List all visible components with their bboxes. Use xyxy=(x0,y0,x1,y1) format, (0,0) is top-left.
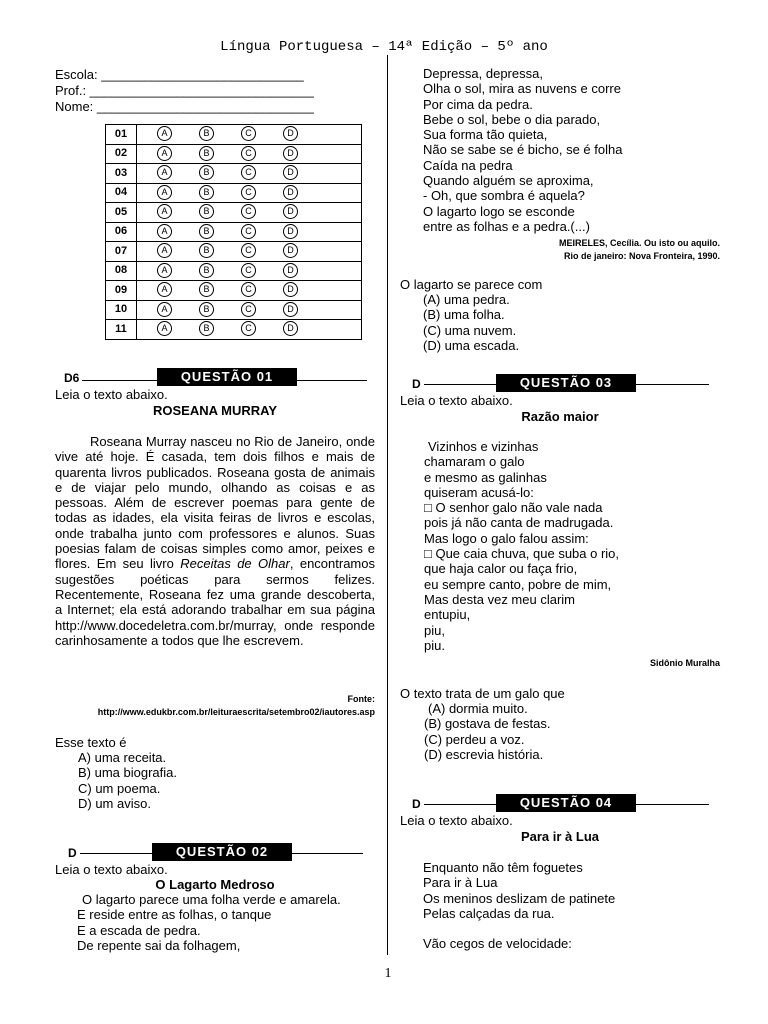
poem-line: O lagarto parece uma folha verde e amarela. xyxy=(82,892,341,907)
answer-bubble-b[interactable]: B xyxy=(199,282,214,297)
page-number: 1 xyxy=(384,966,392,981)
answer-grid-row xyxy=(106,281,362,301)
q2-intro: Leia o texto abaixo. xyxy=(55,862,168,877)
question-number: 10 xyxy=(106,300,137,320)
answer-option: (C) perdeu a voz. xyxy=(424,731,525,747)
answer-bubble-b[interactable]: B xyxy=(199,204,214,219)
q1-source-label: Fonte: xyxy=(347,694,375,704)
q2-descriptor: D xyxy=(68,846,77,860)
poem-line: □ Que caia chuva, que suba o rio, xyxy=(424,546,620,562)
answer-grid-row xyxy=(106,144,362,164)
question-number: 07 xyxy=(106,242,137,262)
q1-book-title: Receitas de Olhar xyxy=(180,556,290,572)
grid-spacer xyxy=(341,300,362,320)
q1-intro: Leia o texto abaixo. xyxy=(55,387,168,402)
poem-line: Bebe o sol, bebe o dia parado, xyxy=(423,111,601,127)
poem-line: - Oh, que sombra é aquela? xyxy=(423,188,585,204)
school-field: Escola: ____________________________ xyxy=(55,67,304,82)
poem-line: Para ir à Lua xyxy=(423,875,498,891)
answer-option: (B) gostava de festas. xyxy=(424,716,551,732)
answer-bubble-b[interactable]: B xyxy=(199,185,214,200)
poem-reference-1: MEIRELES, Cecília. Ou isto ou aquilo. xyxy=(558,238,720,248)
answer-bubble-a[interactable]: A xyxy=(157,146,172,161)
answer-bubbles xyxy=(137,164,342,184)
answer-bubble-a[interactable]: A xyxy=(157,243,172,258)
q3-title: Razão maior xyxy=(521,409,599,424)
q3-descriptor: D xyxy=(412,377,421,391)
answer-bubble-d[interactable]: D xyxy=(283,165,298,180)
poem-line: Caída na pedra xyxy=(423,157,513,173)
answer-bubble-a[interactable]: A xyxy=(157,263,172,278)
poem-line: e mesmo as galinhas xyxy=(424,469,547,485)
answer-bubbles xyxy=(137,125,342,145)
q2-question: O lagarto se parece com xyxy=(400,277,543,292)
answer-option: D) um aviso. xyxy=(78,795,151,811)
grid-spacer xyxy=(341,144,362,164)
answer-bubbles xyxy=(137,300,342,320)
answer-bubbles xyxy=(137,203,342,223)
poem-line: Mas logo o galo falou assim: xyxy=(424,530,589,546)
answer-bubble-a[interactable]: A xyxy=(157,321,172,336)
answer-bubbles xyxy=(137,222,342,242)
answer-grid-row xyxy=(106,183,362,203)
q4-banner: QUESTÃO 04 xyxy=(496,794,636,812)
q3-answers xyxy=(424,701,550,762)
answer-bubble-c[interactable]: C xyxy=(241,243,256,258)
q1-source-url: http://www.edukbr.com.br/leituraescrita/setembro02/iautores.asp xyxy=(97,707,375,717)
answer-bubble-d[interactable]: D xyxy=(283,243,298,258)
answer-bubble-c[interactable]: C xyxy=(241,185,256,200)
answer-bubble-d[interactable]: D xyxy=(283,282,298,297)
answer-bubbles xyxy=(137,242,342,262)
answer-bubble-d[interactable]: D xyxy=(283,263,298,278)
poem-line: E reside entre as folhas, o tanque xyxy=(77,907,272,923)
q1-text-b: , encontramos sugestões poéticas para sermos felizes. Recentemente, Roseana fez uma grande descoberta, a Internet; ela está adorando trabalhar em sua página http://www.docedeletra.com.br/murray, onde responde carinhosamente a todos que lhe escrevem. xyxy=(55,556,375,648)
poem-line: Vizinhos e vizinhas xyxy=(428,439,539,454)
poem-line: pois já não canta de madrugada. xyxy=(424,515,614,531)
answer-option: (B) uma folha. xyxy=(423,307,505,323)
answer-bubble-a[interactable]: A xyxy=(157,302,172,317)
answer-bubble-d[interactable]: D xyxy=(283,302,298,317)
answer-grid-row xyxy=(106,300,362,320)
answer-bubble-b[interactable]: B xyxy=(199,126,214,141)
answer-bubble-c[interactable]: C xyxy=(241,224,256,239)
answer-bubble-d[interactable]: D xyxy=(283,204,298,219)
poem-line: □ O senhor galo não vale nada xyxy=(424,500,603,516)
answer-bubbles xyxy=(137,144,342,164)
grid-spacer xyxy=(341,261,362,281)
q4-intro: Leia o texto abaixo. xyxy=(400,813,513,828)
q1-text-a: Roseana Murray nasceu no Rio de Janeiro, onde vive até hoje. É casada, tem dois filhos e mais de quarenta livros publicados. Roseana gosta de animais e de viajar pelo mundo, olhando as coisas e as pessoas. Além de escrever poemas para gente de todas as idades, ela visita feiras de livros e escolas, onde trabalha junto com professores e alunos. Suas poesias falam de coisas simples como amor, peixes e flores. Em seu livro xyxy=(55,434,375,572)
poem-line: Não se sabe se é bicho, se é folha xyxy=(423,142,623,158)
answer-bubble-b[interactable]: B xyxy=(199,302,214,317)
poem-line: De repente sai da folhagem, xyxy=(77,937,241,953)
column-divider xyxy=(387,55,388,955)
answer-bubble-d[interactable]: D xyxy=(283,224,298,239)
answer-bubble-a[interactable]: A xyxy=(157,224,172,239)
answer-bubble-c[interactable]: C xyxy=(241,126,256,141)
answer-grid-row xyxy=(106,222,362,242)
poem-line: Vão cegos de velocidade: xyxy=(423,936,572,952)
q3-intro: Leia o texto abaixo. xyxy=(400,393,513,408)
answer-bubbles xyxy=(137,261,342,281)
question-number: 02 xyxy=(106,144,137,164)
answer-bubble-b[interactable]: B xyxy=(199,243,214,258)
answer-bubbles xyxy=(137,281,342,301)
answer-bubbles xyxy=(137,183,342,203)
answer-option: B) uma biografia. xyxy=(78,765,177,781)
name-field: Nome: ______________________________ xyxy=(55,99,314,114)
q1-question: Esse texto é xyxy=(55,735,127,750)
answer-bubble-d[interactable]: D xyxy=(283,126,298,141)
poem-line: O lagarto logo se esconde xyxy=(423,203,575,219)
grid-spacer xyxy=(341,242,362,262)
answer-bubble-a[interactable]: A xyxy=(157,282,172,297)
question-number: 05 xyxy=(106,203,137,223)
answer-option: (D) uma escada. xyxy=(423,337,520,353)
grid-spacer xyxy=(341,222,362,242)
poem-line: Enquanto não têm foguetes xyxy=(423,860,583,875)
poem-line: Olha o sol, mira as nuvens e corre xyxy=(423,81,621,97)
answer-grid xyxy=(105,124,362,340)
answer-grid-row xyxy=(106,203,362,223)
answer-grid-row xyxy=(106,320,362,340)
answer-bubble-b[interactable]: B xyxy=(199,263,214,278)
q1-title: ROSEANA MURRAY xyxy=(153,403,277,418)
q4-title: Para ir à Lua xyxy=(520,829,600,844)
q3-poem xyxy=(424,439,619,653)
poem-line: entupiu, xyxy=(424,607,471,623)
answer-bubble-a[interactable]: A xyxy=(157,204,172,219)
q3-banner: QUESTÃO 03 xyxy=(496,374,636,392)
question-number: 03 xyxy=(106,164,137,184)
answer-bubble-b[interactable]: B xyxy=(199,165,214,180)
answer-bubble-c[interactable]: C xyxy=(241,321,256,336)
poem-line: Mas desta vez meu clarim xyxy=(424,591,575,607)
answer-option: (D) escrevia história. xyxy=(424,746,544,762)
poem-line: eu sempre canto, pobre de mim, xyxy=(424,576,612,592)
poem-line: chamaram o galo xyxy=(424,454,525,470)
teacher-field: Prof.: _______________________________ xyxy=(55,83,314,98)
poem-line: Depressa, depressa, xyxy=(423,66,543,81)
poem-reference-2: Rio de janeiro: Nova Fronteira, 1990. xyxy=(563,251,720,261)
q1-answers xyxy=(78,750,177,811)
poem-line: Por cima da pedra. xyxy=(423,96,533,112)
answer-grid-row xyxy=(106,164,362,184)
answer-bubble-b[interactable]: B xyxy=(199,146,214,161)
grid-spacer xyxy=(341,125,362,145)
answer-option: A) uma receita. xyxy=(78,750,167,765)
answer-grid-row xyxy=(106,242,362,262)
answer-bubble-d[interactable]: D xyxy=(283,146,298,161)
answer-bubble-c[interactable]: C xyxy=(241,302,256,317)
question-number: 08 xyxy=(106,261,137,281)
q1-text xyxy=(55,434,375,648)
answer-bubbles xyxy=(137,320,342,340)
poem-line: entre as folhas e a pedra.(...) xyxy=(423,218,590,234)
answer-bubble-c[interactable]: C xyxy=(241,282,256,297)
answer-option: (C) uma nuvem. xyxy=(423,322,517,338)
answer-bubble-b[interactable]: B xyxy=(199,224,214,239)
poem-line: E a escada de pedra. xyxy=(77,922,201,938)
answer-bubble-a[interactable]: A xyxy=(157,126,172,141)
poem-line: Pelas calçadas da rua. xyxy=(423,905,555,921)
q2-answers xyxy=(423,292,519,353)
answer-option: (A) uma pedra. xyxy=(423,292,510,307)
answer-bubble-b[interactable]: B xyxy=(199,321,214,336)
poem-line: que haja calor ou faça frio, xyxy=(424,561,578,577)
answer-bubble-c[interactable]: C xyxy=(241,204,256,219)
q3-question: O texto trata de um galo que xyxy=(400,686,565,701)
question-number: 04 xyxy=(106,183,137,203)
question-number: 06 xyxy=(106,222,137,242)
grid-spacer xyxy=(341,203,362,223)
answer-grid-row xyxy=(106,261,362,281)
q2-poem xyxy=(55,892,380,953)
poem-line: Os meninos deslizam de patinete xyxy=(423,890,616,906)
q4-poem xyxy=(423,860,615,951)
grid-spacer xyxy=(341,281,362,301)
answer-bubble-a[interactable]: A xyxy=(157,185,172,200)
poem-continuation xyxy=(423,66,622,234)
question-number: 11 xyxy=(106,320,137,340)
page-title: Língua Portuguesa – 14ª Edição – 5º ano xyxy=(220,39,548,55)
poem-line: Quando alguém se aproxima, xyxy=(423,173,594,189)
q2-banner: QUESTÃO 02 xyxy=(152,843,292,861)
grid-spacer xyxy=(341,164,362,184)
answer-option: C) um poema. xyxy=(78,780,161,796)
q1-banner: QUESTÃO 01 xyxy=(157,368,297,386)
answer-grid-row xyxy=(106,125,362,145)
poem-line: piu, xyxy=(424,622,445,638)
answer-option: (A) dormia muito. xyxy=(428,701,528,716)
grid-spacer xyxy=(341,320,362,340)
grid-spacer xyxy=(341,183,362,203)
poem-line: piu. xyxy=(424,637,445,653)
answer-bubble-c[interactable]: C xyxy=(241,165,256,180)
q4-descriptor: D xyxy=(412,797,421,811)
answer-bubble-c[interactable]: C xyxy=(241,263,256,278)
poem-line: Sua forma tão quieta, xyxy=(423,127,548,143)
poem-line xyxy=(423,921,615,936)
question-number: 01 xyxy=(106,125,137,145)
poem-line: quiseram acusá-lo: xyxy=(424,484,534,500)
q2-title: O Lagarto Medroso xyxy=(155,877,275,892)
q3-author: Sidônio Muralha xyxy=(649,658,720,668)
question-number: 09 xyxy=(106,281,137,301)
q1-descriptor: D6 xyxy=(64,371,80,385)
answer-bubble-c[interactable]: C xyxy=(241,146,256,161)
answer-bubble-d[interactable]: D xyxy=(283,321,298,336)
answer-bubble-a[interactable]: A xyxy=(157,165,172,180)
answer-bubble-d[interactable]: D xyxy=(283,185,298,200)
